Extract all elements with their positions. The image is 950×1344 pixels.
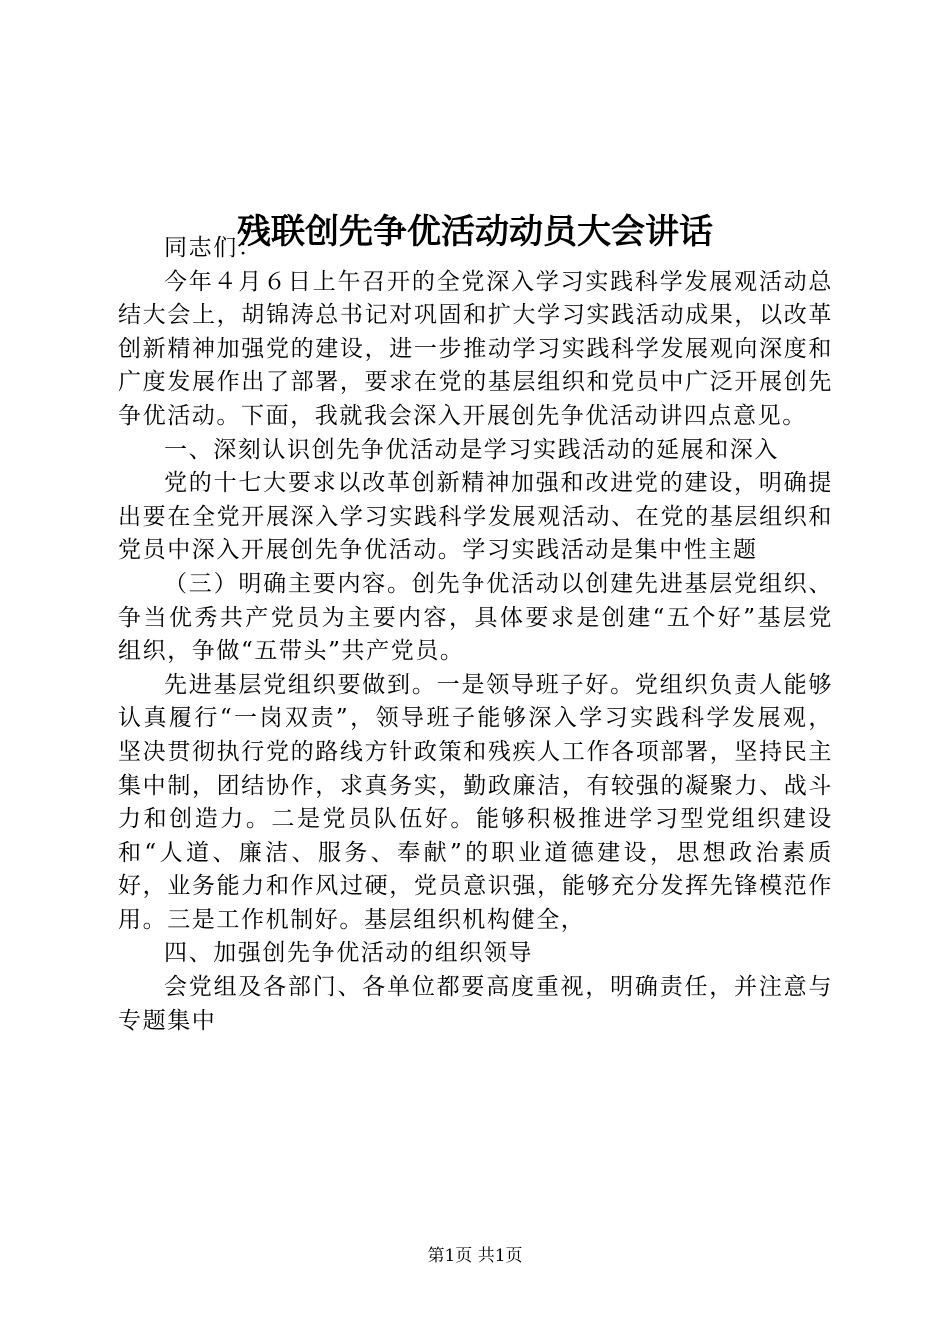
document-title: 残联创先争优活动动员大会讲话 xyxy=(237,211,713,252)
paragraph-intro: 今年４月６日上午召开的全党深入学习实践科学发展观活动总结大会上，胡锦涛总书记对巩固和扩大学习实践活动成果，以改革创新精神加强党的建设，进一步推动学习实践科学发展观向深度和广度发展作出了部署，要求在党的基层组织和党员中广泛开展创先争优活动。下面，我就我会深入开展创先争优活动讲四点意见。 xyxy=(118,268,833,429)
paragraph-main-content: （三）明确主要内容。创先争优活动以创建先进基层党组织、争当优秀共产党员为主要内容，具体要求是创建“五个好”基层党组织，争做“五带头”共产党员。 xyxy=(118,570,833,665)
section-heading-4: 四、加强创先争优活动的组织领导 xyxy=(164,940,533,967)
paragraph-section-4: 会党组及各部门、各单位都要高度重视，明确责任，并注意与专题集中 xyxy=(118,974,833,1034)
paragraph-requirements: 先进基层党组织要做到。一是领导班子好。党组织负责人能够认真履行“一岗双责”，领导班子能够深入学习实践科学发展观，坚决贯彻执行党的路线方针政策和残疾人工作各项部署，坚持民主集中制，团结协作，求真务实，勤政廉洁，有较强的凝聚力、战斗力和创造力。二是党员队伍好。能够积极推进学习型党组织建设和“人道、廉洁、服务、奉献”的职业道德建设，思想政治素质好，业务能力和作风过硬，党员意识强，能够充分发挥先锋模范作用。三是工作机制好。基层组织机构健全， xyxy=(118,671,833,933)
paragraph-section-1: 党的十七大要求以改革创新精神加强和改进党的建设，明确提出要在全党开展深入学习实践科学发展观活动、在党的基层组织和党员中深入开展创先争优活动。学习实践活动是集中性主题 xyxy=(118,470,833,564)
paragraph-salutation: 同志们： xyxy=(164,235,263,261)
section-heading-1: 一、深刻认识创先争优活动是学习实践活动的延展和深入 xyxy=(164,436,779,463)
page-footer: 第1页 共1页 xyxy=(427,1246,523,1266)
document-body xyxy=(118,232,833,1038)
